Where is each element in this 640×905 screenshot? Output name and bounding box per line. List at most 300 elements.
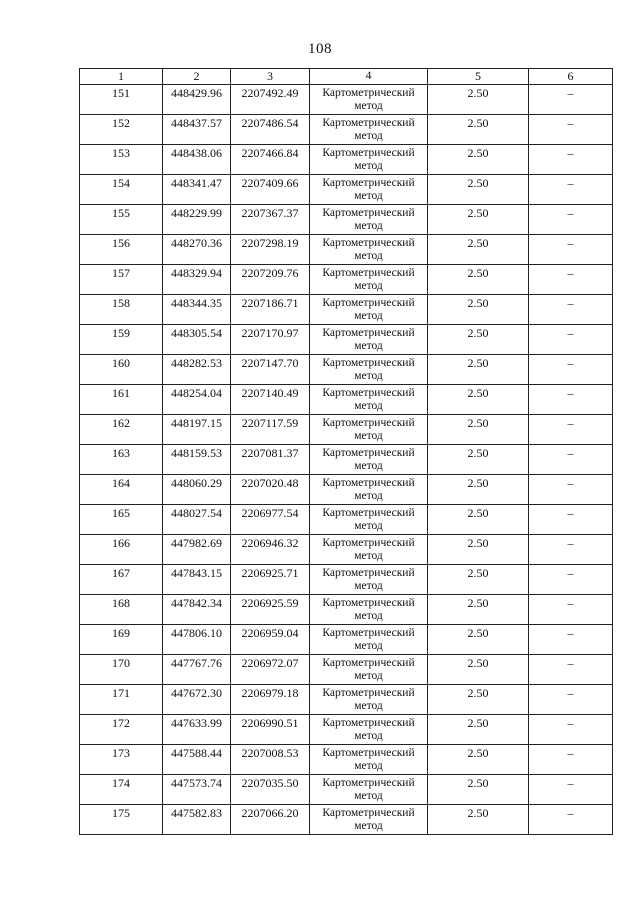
y-coordinate-cell-text: 2207035.50 — [241, 776, 299, 790]
method-cell — [310, 415, 428, 445]
column-header-5: 5 — [428, 69, 529, 85]
note-cell-text: – — [567, 596, 574, 610]
x-coordinate-cell-text: 448344.35 — [171, 296, 222, 310]
x-coordinate-cell — [163, 565, 231, 595]
point-number-cell-text: 175 — [112, 806, 130, 820]
accuracy-cell — [428, 145, 529, 175]
note-cell-text: – — [567, 356, 574, 370]
point-number-cell-text: 174 — [112, 776, 130, 790]
point-number-cell-text: 160 — [112, 356, 130, 370]
method-cell — [310, 445, 428, 475]
note-cell-text: – — [567, 656, 574, 670]
method-cell-text: Картометрический метод — [322, 537, 415, 562]
table-body — [80, 85, 613, 835]
method-cell-text: Картометрический метод — [322, 147, 415, 172]
x-coordinate-cell — [163, 715, 231, 745]
point-number-cell — [80, 625, 163, 655]
accuracy-cell — [428, 205, 529, 235]
method-cell — [310, 595, 428, 625]
note-cell-text: – — [567, 626, 574, 640]
y-coordinate-cell — [231, 655, 310, 685]
x-coordinate-cell-text: 447588.44 — [171, 746, 222, 760]
accuracy-cell — [428, 625, 529, 655]
x-coordinate-cell-text: 447582.83 — [171, 806, 222, 820]
accuracy-cell-text: 2.50 — [467, 446, 489, 460]
accuracy-cell — [428, 115, 529, 145]
y-coordinate-cell — [231, 235, 310, 265]
accuracy-cell-text: 2.50 — [467, 746, 489, 760]
table-row — [80, 205, 613, 235]
y-coordinate-cell-text: 2206925.71 — [241, 566, 299, 580]
table-row — [80, 145, 613, 175]
method-cell-text: Картометрический метод — [322, 297, 415, 322]
note-cell — [529, 85, 613, 115]
table-row — [80, 685, 613, 715]
point-number-cell — [80, 595, 163, 625]
table-row — [80, 595, 613, 625]
method-cell-text: Картометрический метод — [322, 447, 415, 472]
x-coordinate-cell — [163, 85, 231, 115]
accuracy-cell-text: 2.50 — [467, 596, 489, 610]
table-row — [80, 775, 613, 805]
y-coordinate-cell-text: 2207066.20 — [241, 806, 299, 820]
x-coordinate-cell-text: 448229.99 — [171, 206, 222, 220]
x-coordinate-cell — [163, 685, 231, 715]
method-cell-text: Картометрический метод — [322, 477, 415, 502]
accuracy-cell-text: 2.50 — [467, 266, 489, 280]
y-coordinate-cell — [231, 805, 310, 835]
x-coordinate-cell — [163, 235, 231, 265]
x-coordinate-cell-text: 448159.53 — [171, 446, 222, 460]
accuracy-cell — [428, 85, 529, 115]
method-cell — [310, 145, 428, 175]
accuracy-cell — [428, 355, 529, 385]
x-coordinate-cell-text: 448438.06 — [171, 146, 222, 160]
point-number-cell-text: 163 — [112, 446, 130, 460]
y-coordinate-cell — [231, 745, 310, 775]
method-cell — [310, 235, 428, 265]
accuracy-cell-text: 2.50 — [467, 626, 489, 640]
method-cell — [310, 385, 428, 415]
point-number-cell — [80, 175, 163, 205]
point-number-cell — [80, 205, 163, 235]
method-cell-text: Картометрический метод — [322, 327, 415, 352]
table-row — [80, 115, 613, 145]
note-cell — [529, 145, 613, 175]
x-coordinate-cell — [163, 385, 231, 415]
note-cell — [529, 685, 613, 715]
accuracy-cell-text: 2.50 — [467, 536, 489, 550]
y-coordinate-cell — [231, 535, 310, 565]
column-header-2: 2 — [163, 69, 231, 85]
y-coordinate-cell-text: 2206959.04 — [241, 626, 299, 640]
x-coordinate-cell — [163, 145, 231, 175]
x-coordinate-cell-text: 447806.10 — [171, 626, 222, 640]
x-coordinate-cell — [163, 355, 231, 385]
table-row — [80, 415, 613, 445]
point-number-cell-text: 153 — [112, 146, 130, 160]
x-coordinate-cell-text: 447573.74 — [171, 776, 222, 790]
method-cell — [310, 265, 428, 295]
coordinates-table — [79, 68, 613, 835]
y-coordinate-cell-text: 2207147.70 — [241, 356, 299, 370]
method-cell-text: Картометрический метод — [322, 117, 415, 142]
method-cell — [310, 355, 428, 385]
y-coordinate-cell — [231, 205, 310, 235]
x-coordinate-cell-text: 448254.04 — [171, 386, 222, 400]
method-cell-text: Картометрический метод — [322, 567, 415, 592]
point-number-cell-text: 167 — [112, 566, 130, 580]
point-number-cell-text: 173 — [112, 746, 130, 760]
note-cell-text: – — [567, 326, 574, 340]
x-coordinate-cell — [163, 265, 231, 295]
method-cell — [310, 805, 428, 835]
note-cell — [529, 415, 613, 445]
accuracy-cell — [428, 535, 529, 565]
note-cell — [529, 325, 613, 355]
point-number-cell — [80, 655, 163, 685]
point-number-cell — [80, 685, 163, 715]
accuracy-cell-text: 2.50 — [467, 566, 489, 580]
x-coordinate-cell — [163, 325, 231, 355]
y-coordinate-cell — [231, 355, 310, 385]
note-cell-text: – — [567, 716, 574, 730]
note-cell-text: – — [567, 446, 574, 460]
point-number-cell-text: 154 — [112, 176, 130, 190]
x-coordinate-cell — [163, 445, 231, 475]
x-coordinate-cell-text: 448429.96 — [171, 86, 222, 100]
note-cell — [529, 505, 613, 535]
table-row — [80, 175, 613, 205]
x-coordinate-cell-text: 447672.30 — [171, 686, 222, 700]
x-coordinate-cell-text: 448197.15 — [171, 416, 222, 430]
x-coordinate-cell — [163, 115, 231, 145]
table-row — [80, 805, 613, 835]
x-coordinate-cell — [163, 295, 231, 325]
note-cell-text: – — [567, 146, 574, 160]
accuracy-cell — [428, 295, 529, 325]
note-cell-text: – — [567, 746, 574, 760]
note-cell — [529, 565, 613, 595]
y-coordinate-cell-text: 2207081.37 — [241, 446, 299, 460]
accuracy-cell — [428, 775, 529, 805]
point-number-cell-text: 162 — [112, 416, 130, 430]
accuracy-cell-text: 2.50 — [467, 206, 489, 220]
point-number-cell-text: 155 — [112, 206, 130, 220]
point-number-cell-text: 161 — [112, 386, 130, 400]
note-cell-text: – — [567, 686, 574, 700]
point-number-cell — [80, 145, 163, 175]
y-coordinate-cell-text: 2207486.54 — [241, 116, 299, 130]
point-number-cell — [80, 235, 163, 265]
y-coordinate-cell-text: 2207209.76 — [241, 266, 299, 280]
y-coordinate-cell — [231, 475, 310, 505]
note-cell — [529, 595, 613, 625]
method-cell-text: Картометрический метод — [322, 267, 415, 292]
note-cell — [529, 445, 613, 475]
point-number-cell — [80, 775, 163, 805]
y-coordinate-cell-text: 2206979.18 — [241, 686, 299, 700]
point-number-cell-text: 158 — [112, 296, 130, 310]
x-coordinate-cell-text: 447982.69 — [171, 536, 222, 550]
y-coordinate-cell-text: 2207140.49 — [241, 386, 299, 400]
y-coordinate-cell-text: 2207367.37 — [241, 206, 299, 220]
note-cell — [529, 535, 613, 565]
method-cell — [310, 475, 428, 505]
y-coordinate-cell — [231, 775, 310, 805]
note-cell — [529, 295, 613, 325]
page-number: 108 — [308, 41, 332, 57]
point-number-cell-text: 156 — [112, 236, 130, 250]
note-cell — [529, 175, 613, 205]
accuracy-cell — [428, 565, 529, 595]
x-coordinate-cell-text: 448270.36 — [171, 236, 222, 250]
note-cell-text: – — [567, 86, 574, 100]
method-cell-text: Картометрический метод — [322, 627, 415, 652]
y-coordinate-cell-text: 2206990.51 — [241, 716, 299, 730]
y-coordinate-cell-text: 2206925.59 — [241, 596, 299, 610]
note-cell-text: – — [567, 506, 574, 520]
accuracy-cell — [428, 235, 529, 265]
note-cell — [529, 265, 613, 295]
point-number-cell-text: 169 — [112, 626, 130, 640]
table-header-row — [80, 69, 613, 85]
x-coordinate-cell-text: 448060.29 — [171, 476, 222, 490]
accuracy-cell — [428, 685, 529, 715]
accuracy-cell-text: 2.50 — [467, 356, 489, 370]
accuracy-cell-text: 2.50 — [467, 176, 489, 190]
y-coordinate-cell-text: 2207492.49 — [241, 86, 299, 100]
method-cell-text: Картометрический метод — [322, 237, 415, 262]
point-number-cell-text: 164 — [112, 476, 130, 490]
accuracy-cell — [428, 655, 529, 685]
note-cell-text: – — [567, 416, 574, 430]
y-coordinate-cell — [231, 385, 310, 415]
accuracy-cell-text: 2.50 — [467, 116, 489, 130]
accuracy-cell — [428, 475, 529, 505]
method-cell — [310, 175, 428, 205]
method-cell — [310, 565, 428, 595]
x-coordinate-cell-text: 447842.34 — [171, 596, 222, 610]
x-coordinate-cell — [163, 655, 231, 685]
method-cell — [310, 655, 428, 685]
accuracy-cell — [428, 265, 529, 295]
y-coordinate-cell — [231, 325, 310, 355]
note-cell-text: – — [567, 386, 574, 400]
y-coordinate-cell — [231, 565, 310, 595]
point-number-cell-text: 172 — [112, 716, 130, 730]
y-coordinate-cell — [231, 595, 310, 625]
x-coordinate-cell — [163, 415, 231, 445]
accuracy-cell-text: 2.50 — [467, 506, 489, 520]
method-cell-text: Картометрический метод — [322, 657, 415, 682]
table-row — [80, 505, 613, 535]
y-coordinate-cell — [231, 415, 310, 445]
x-coordinate-cell — [163, 175, 231, 205]
y-coordinate-cell — [231, 145, 310, 175]
point-number-cell — [80, 535, 163, 565]
note-cell-text: – — [567, 566, 574, 580]
x-coordinate-cell — [163, 505, 231, 535]
note-cell — [529, 235, 613, 265]
note-cell — [529, 205, 613, 235]
point-number-cell — [80, 385, 163, 415]
accuracy-cell-text: 2.50 — [467, 776, 489, 790]
note-cell — [529, 715, 613, 745]
note-cell-text: – — [567, 266, 574, 280]
y-coordinate-cell-text: 2206946.32 — [241, 536, 299, 550]
method-cell — [310, 535, 428, 565]
point-number-cell — [80, 355, 163, 385]
method-cell-text: Картометрический метод — [322, 177, 415, 202]
point-number-cell — [80, 265, 163, 295]
accuracy-cell-text: 2.50 — [467, 806, 489, 820]
accuracy-cell — [428, 445, 529, 475]
method-cell — [310, 625, 428, 655]
table-row — [80, 565, 613, 595]
y-coordinate-cell-text: 2206977.54 — [241, 506, 299, 520]
note-cell — [529, 805, 613, 835]
table-row — [80, 325, 613, 355]
accuracy-cell-text: 2.50 — [467, 236, 489, 250]
point-number-cell — [80, 505, 163, 535]
table-row — [80, 385, 613, 415]
point-number-cell-text: 171 — [112, 686, 130, 700]
accuracy-cell — [428, 505, 529, 535]
y-coordinate-cell-text: 2207186.71 — [241, 296, 299, 310]
accuracy-cell — [428, 595, 529, 625]
x-coordinate-cell-text: 448027.54 — [171, 506, 222, 520]
point-number-cell — [80, 85, 163, 115]
method-cell-text: Картометрический метод — [322, 717, 415, 742]
y-coordinate-cell-text: 2207298.19 — [241, 236, 299, 250]
y-coordinate-cell — [231, 625, 310, 655]
y-coordinate-cell-text: 2207466.84 — [241, 146, 299, 160]
point-number-cell — [80, 115, 163, 145]
y-coordinate-cell — [231, 175, 310, 205]
accuracy-cell-text: 2.50 — [467, 386, 489, 400]
y-coordinate-cell-text: 2207020.48 — [241, 476, 299, 490]
y-coordinate-cell — [231, 685, 310, 715]
point-number-cell-text: 165 — [112, 506, 130, 520]
accuracy-cell — [428, 325, 529, 355]
method-cell-text: Картометрический метод — [322, 747, 415, 772]
table-row — [80, 625, 613, 655]
method-cell-text: Картометрический метод — [322, 507, 415, 532]
x-coordinate-cell-text: 448329.94 — [171, 266, 222, 280]
y-coordinate-cell-text: 2207008.53 — [241, 746, 299, 760]
y-coordinate-cell — [231, 505, 310, 535]
note-cell — [529, 385, 613, 415]
note-cell-text: – — [567, 176, 574, 190]
y-coordinate-cell-text: 2207170.97 — [241, 326, 299, 340]
point-number-cell-text: 152 — [112, 116, 130, 130]
method-cell — [310, 205, 428, 235]
note-cell — [529, 115, 613, 145]
accuracy-cell — [428, 715, 529, 745]
note-cell-text: – — [567, 476, 574, 490]
table-row — [80, 535, 613, 565]
note-cell-text: – — [567, 116, 574, 130]
point-number-cell-text: 166 — [112, 536, 130, 550]
point-number-cell-text: 151 — [112, 86, 130, 100]
y-coordinate-cell — [231, 265, 310, 295]
x-coordinate-cell — [163, 805, 231, 835]
point-number-cell-text: 159 — [112, 326, 130, 340]
column-header-3: 3 — [231, 69, 310, 85]
method-cell-text: Картометрический метод — [322, 87, 415, 112]
note-cell — [529, 775, 613, 805]
table-row — [80, 715, 613, 745]
point-number-cell — [80, 325, 163, 355]
method-cell — [310, 325, 428, 355]
x-coordinate-cell — [163, 475, 231, 505]
point-number-cell — [80, 475, 163, 505]
x-coordinate-cell-text: 448282.53 — [171, 356, 222, 370]
method-cell — [310, 85, 428, 115]
method-cell-text: Картометрический метод — [322, 777, 415, 802]
method-cell-text: Картометрический метод — [322, 387, 415, 412]
x-coordinate-cell-text: 448305.54 — [171, 326, 222, 340]
method-cell — [310, 295, 428, 325]
point-number-cell — [80, 805, 163, 835]
table-row — [80, 445, 613, 475]
column-header-1: 1 — [80, 69, 163, 85]
method-cell — [310, 715, 428, 745]
method-cell — [310, 685, 428, 715]
point-number-cell — [80, 295, 163, 325]
point-number-cell-text: 168 — [112, 596, 130, 610]
point-number-cell — [80, 745, 163, 775]
x-coordinate-cell-text: 447767.76 — [171, 656, 222, 670]
y-coordinate-cell-text: 2206972.07 — [241, 656, 299, 670]
note-cell-text: – — [567, 536, 574, 550]
point-number-cell — [80, 715, 163, 745]
accuracy-cell-text: 2.50 — [467, 476, 489, 490]
note-cell-text: – — [567, 206, 574, 220]
table-row — [80, 655, 613, 685]
method-cell-text: Картометрический метод — [322, 687, 415, 712]
point-number-cell-text: 157 — [112, 266, 130, 280]
accuracy-cell — [428, 415, 529, 445]
accuracy-cell-text: 2.50 — [467, 296, 489, 310]
table-row — [80, 745, 613, 775]
y-coordinate-cell — [231, 715, 310, 745]
x-coordinate-cell — [163, 745, 231, 775]
x-coordinate-cell-text: 448437.57 — [171, 116, 222, 130]
method-cell — [310, 775, 428, 805]
y-coordinate-cell — [231, 85, 310, 115]
note-cell — [529, 655, 613, 685]
point-number-cell-text: 170 — [112, 656, 130, 670]
x-coordinate-cell — [163, 595, 231, 625]
accuracy-cell — [428, 385, 529, 415]
note-cell-text: – — [567, 806, 574, 820]
method-cell-text: Картометрический метод — [322, 597, 415, 622]
note-cell — [529, 355, 613, 385]
y-coordinate-cell — [231, 445, 310, 475]
accuracy-cell-text: 2.50 — [467, 86, 489, 100]
accuracy-cell-text: 2.50 — [467, 326, 489, 340]
table-row — [80, 235, 613, 265]
accuracy-cell-text: 2.50 — [467, 416, 489, 430]
note-cell-text: – — [567, 776, 574, 790]
method-cell — [310, 505, 428, 535]
accuracy-cell — [428, 745, 529, 775]
point-number-cell — [80, 565, 163, 595]
note-cell — [529, 475, 613, 505]
x-coordinate-cell — [163, 205, 231, 235]
